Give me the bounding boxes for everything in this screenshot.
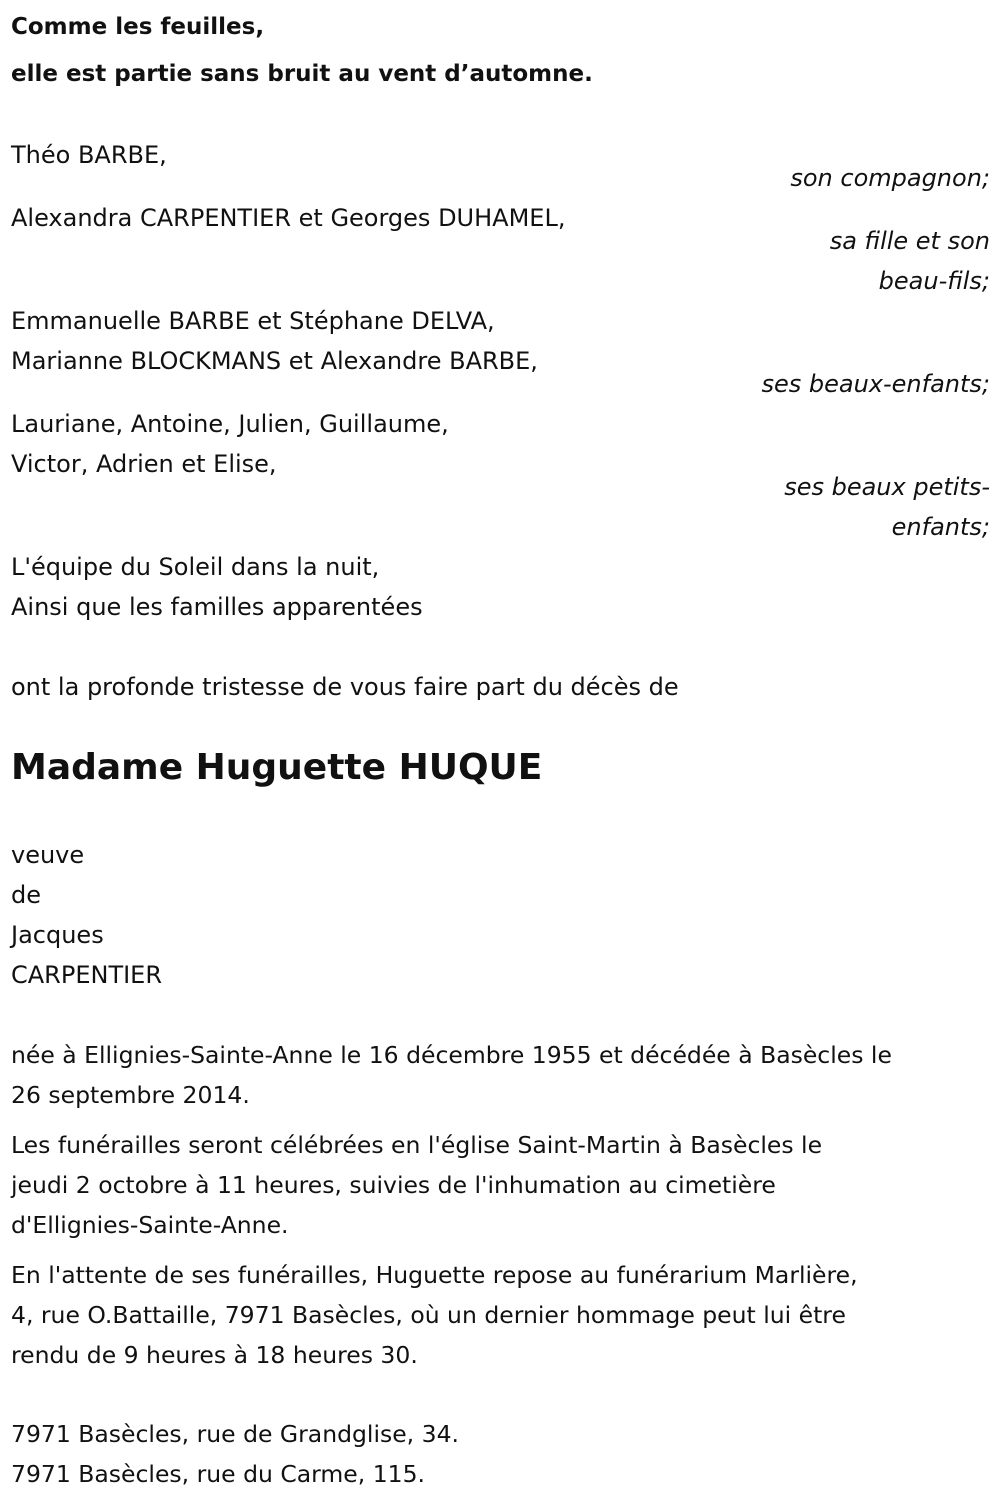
address-line: 7971 Basècles, rue de Grandglise, 34. xyxy=(11,1420,459,1448)
family-names: Emmanuelle BARBE et Stéphane DELVA, xyxy=(11,307,495,335)
family-names: Alexandra CARPENTIER et Georges DUHAMEL, xyxy=(11,204,566,232)
family-relation: ses beaux petits- xyxy=(784,473,990,501)
family-names: Lauriane, Antoine, Julien, Guillaume, xyxy=(11,410,449,438)
family-names: Marianne BLOCKMANS et Alexandre BARBE, xyxy=(11,347,538,375)
funeral-line-1: Les funérailles seront célébrées en l'église Saint-Martin à Basècles le xyxy=(11,1131,823,1159)
funeral-line-2: jeudi 2 octobre à 11 heures, suivies de l'inhumation au cimetière xyxy=(11,1171,776,1199)
widow-of-line: veuve xyxy=(11,841,85,869)
visitation-line-1: En l'attente de ses funérailles, Huguette repose au funérarium Marlière, xyxy=(11,1261,858,1289)
epigraph-line-2: elle est partie sans bruit au vent d’automne. xyxy=(11,61,593,87)
family-names: Victor, Adrien et Elise, xyxy=(11,450,277,478)
others-line-2: Ainsi que les familles apparentées xyxy=(11,593,423,621)
widow-of-line: Jacques xyxy=(11,921,104,949)
family-relation: ses beaux-enfants; xyxy=(761,370,990,398)
family-names: Théo BARBE, xyxy=(11,141,167,169)
family-relation: beau-fils; xyxy=(878,267,990,295)
address-line: 7971 Basècles, rue du Carme, 115. xyxy=(11,1460,426,1488)
funeral-line-3: d'Ellignies-Sainte-Anne. xyxy=(11,1211,289,1239)
visitation-line-3: rendu de 9 heures à 18 heures 30. xyxy=(11,1341,418,1369)
family-relation: son compagnon; xyxy=(790,164,990,192)
birth-death-line-2: 26 septembre 2014. xyxy=(11,1081,250,1109)
family-relation: enfants; xyxy=(891,513,990,541)
deceased-name: Madame Huguette HUQUE xyxy=(11,747,543,788)
widow-of-line: de xyxy=(11,881,41,909)
epigraph-line-1: Comme les feuilles, xyxy=(11,14,265,40)
family-relation: sa fille et son xyxy=(829,227,990,255)
visitation-line-2: 4, rue O.Battaille, 7971 Basècles, où un dernier hommage peut lui être xyxy=(11,1301,846,1329)
widow-of-line: CARPENTIER xyxy=(11,961,163,989)
others-line-1: L'équipe du Soleil dans la nuit, xyxy=(11,553,380,581)
birth-death-line-1: née à Ellignies-Sainte-Anne le 16 décembre 1955 et décédée à Basècles le xyxy=(11,1041,892,1069)
announcement: ont la profonde tristesse de vous faire part du décès de xyxy=(11,673,679,701)
